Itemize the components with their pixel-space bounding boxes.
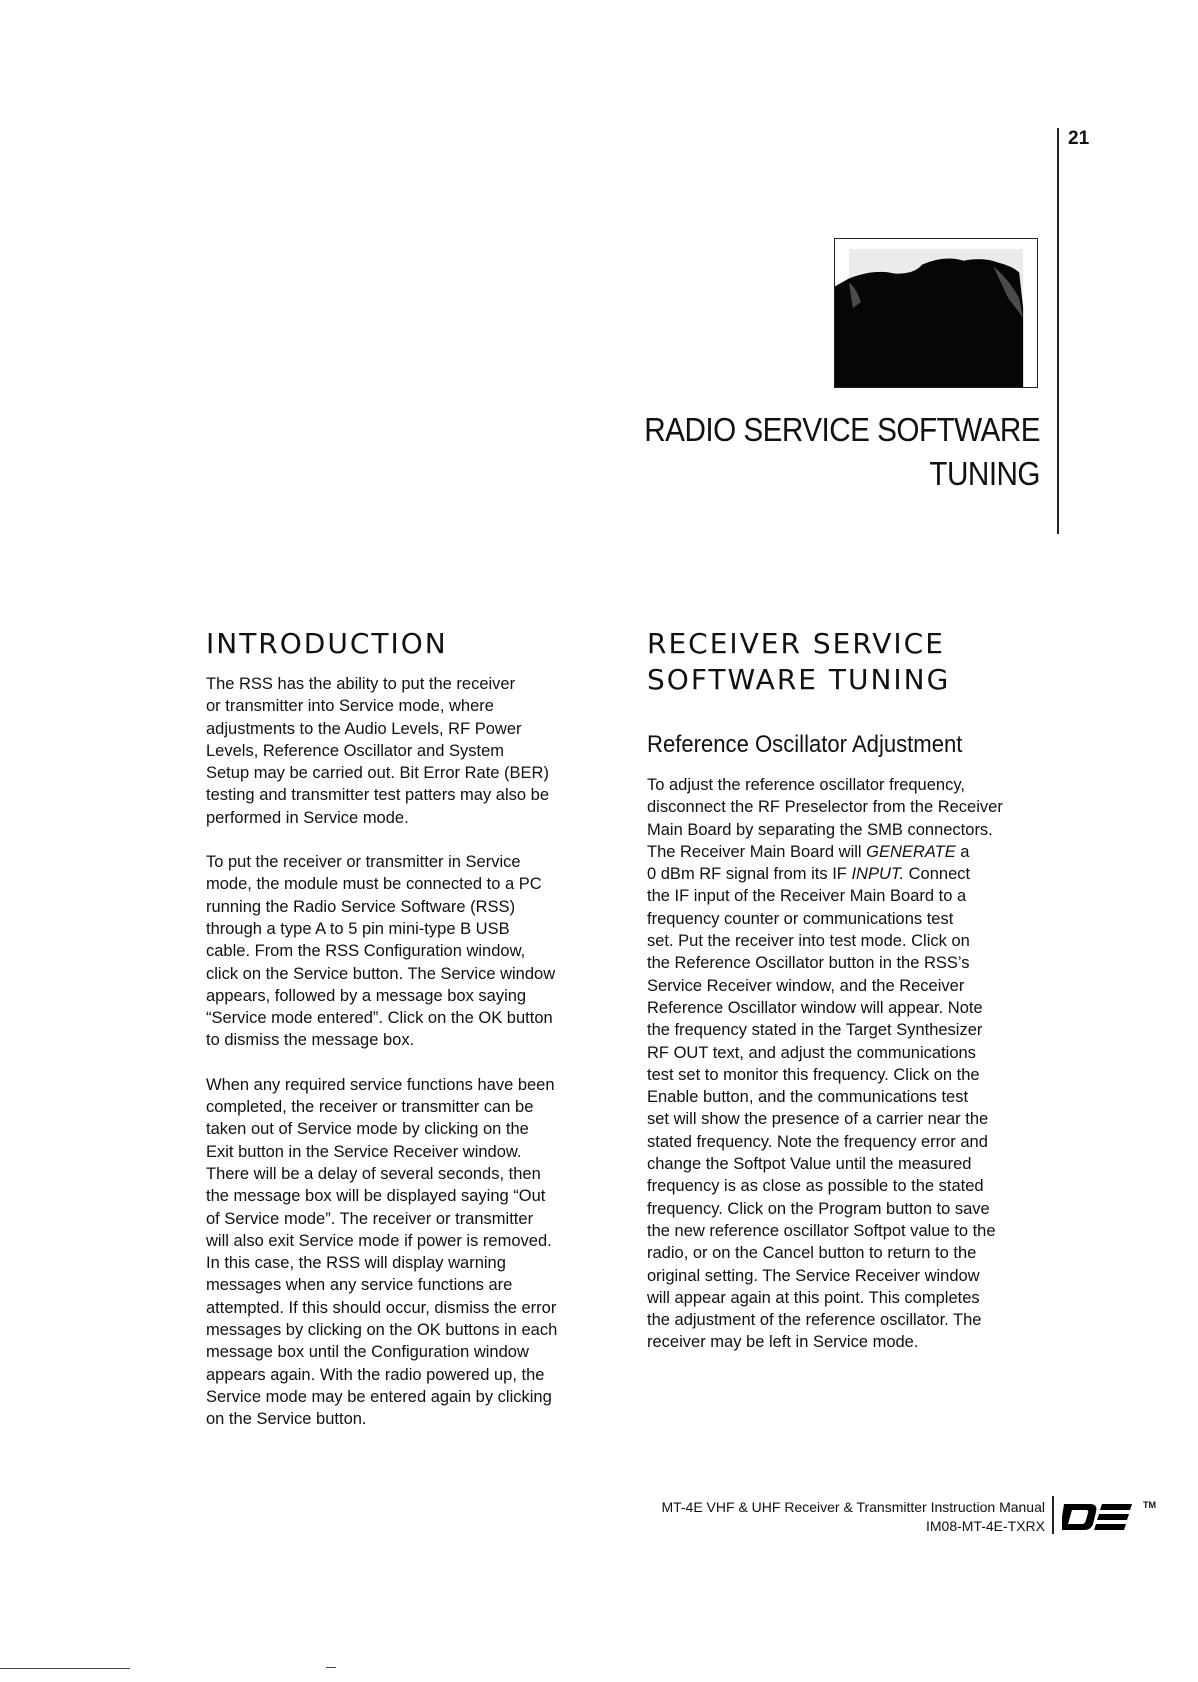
text-line: stated frequency. Note the frequency error and xyxy=(647,1132,988,1151)
text-line: set. Put the receiver into test mode. Click on xyxy=(647,932,970,951)
text-line: testing and transmitter test patters may also be xyxy=(206,786,549,805)
text-line: taken out of Service mode by clicking on the xyxy=(206,1120,529,1139)
text-line: cable. From the RSS Configuration window, xyxy=(206,942,526,961)
text-line: There will be a delay of several seconds, then xyxy=(206,1164,541,1183)
text-line: the frequency stated in the Target Synthesizer xyxy=(647,1021,983,1040)
text-line: message box until the Configuration window xyxy=(206,1343,529,1362)
text-line: “Service mode entered”. Click on the OK button xyxy=(206,1009,553,1028)
text-line: Service Receiver window, and the Receiver xyxy=(647,976,965,995)
text-line: In this case, the RSS will display warning xyxy=(206,1254,506,1273)
text-line: the new reference oscillator Softpot value to the xyxy=(647,1221,996,1240)
text-line: Levels, Reference Oscillator and System xyxy=(206,741,505,760)
text-line: test set to monitor this frequency. Click on the xyxy=(647,1065,980,1084)
text-line: mode, the module must be connected to a PC xyxy=(206,875,542,894)
text-line: Enable button, and the communications test xyxy=(647,1088,969,1107)
text-line: the IF input of the Receiver Main Board to a xyxy=(647,887,967,906)
introduction-body xyxy=(206,673,557,1453)
text-line: The RSS has the ability to put the receiver xyxy=(206,675,516,693)
chapter-image xyxy=(834,238,1038,388)
text-line: Main Board by separating the SMB connectors. xyxy=(647,820,993,839)
chapter-title xyxy=(626,408,1040,496)
text-line: messages when any service functions are xyxy=(206,1276,513,1295)
dq-logo-icon xyxy=(1062,1500,1142,1532)
text-line: to dismiss the message box. xyxy=(206,1031,415,1050)
page-number: 21 xyxy=(1068,128,1090,149)
text-line: original setting. The Service Receiver window xyxy=(647,1266,980,1285)
text-line: change the Softpot Value until the measured xyxy=(647,1155,972,1174)
text-line: completed, the receiver or transmitter can be xyxy=(206,1098,534,1117)
footer-text xyxy=(661,1498,1045,1536)
trademark-mark: TM xyxy=(1143,1500,1156,1510)
receiver-section-body xyxy=(647,774,1003,1376)
scan-artifact xyxy=(326,1667,336,1668)
text-line: through a type A to 5 pin mini-type B USB xyxy=(206,919,510,938)
text-line: appears again. With the radio powered up, the xyxy=(206,1365,545,1384)
text-line: When any required service functions have been xyxy=(206,1075,555,1094)
paragraph xyxy=(206,851,557,1052)
chapter-title-line: TUNING xyxy=(929,455,1040,492)
text-line: will also exit Service mode if power is removed. xyxy=(206,1231,552,1250)
text-line: or transmitter into Service mode, where xyxy=(206,697,494,716)
text-line: frequency. Click on the Program button to save xyxy=(647,1199,990,1218)
text-line: To adjust the reference oscillator frequency, xyxy=(647,776,965,794)
text-line: frequency counter or communications test xyxy=(647,909,954,928)
text-line: receiver may be left in Service mode. xyxy=(647,1333,919,1352)
text-line: will appear again at this point. This completes xyxy=(647,1288,980,1307)
text-line: disconnect the RF Preselector from the Receiver xyxy=(647,798,1003,817)
paragraph xyxy=(206,673,557,829)
text-line: running the Radio Service Software (RSS) xyxy=(206,897,516,916)
reference-oscillator-subheading: Reference Oscillator Adjustment xyxy=(647,731,963,758)
receiver-section-heading xyxy=(647,626,950,698)
text-line: radio, or on the Cancel button to return to the xyxy=(647,1244,977,1263)
heading-line: RECEIVER SERVICE xyxy=(647,627,945,660)
text-line: The Receiver Main Board will GENERATE a xyxy=(647,842,970,861)
footer-divider xyxy=(1052,1496,1054,1534)
text-line: set will show the presence of a carrier near the xyxy=(647,1110,989,1129)
text-line: the message box will be displayed saying “Out xyxy=(206,1187,546,1206)
introduction-heading: INTRODUCTION xyxy=(206,627,448,660)
paragraph xyxy=(206,1074,557,1431)
text-line: attempted. If this should occur, dismiss the error xyxy=(206,1298,557,1317)
text-line: 0 dBm RF signal from its IF INPUT. Connect xyxy=(647,865,971,884)
manual-code: IM08-MT-4E-TXRX xyxy=(925,1518,1045,1534)
text-line: messages by clicking on the OK buttons in each xyxy=(206,1321,558,1340)
text-line: click on the Service button. The Service window xyxy=(206,964,556,983)
scan-artifact xyxy=(0,1668,130,1669)
text-line: Setup may be carried out. Bit Error Rate (BER) xyxy=(206,764,549,783)
text-line: of Service mode”. The receiver or transmitter xyxy=(206,1209,534,1228)
manual-title: MT-4E VHF & UHF Receiver & Transmitter Instruction Manual xyxy=(661,1499,1045,1515)
text-line: appears, followed by a message box saying xyxy=(206,986,527,1005)
chapter-photo xyxy=(835,239,1037,387)
chapter-title-line: RADIO SERVICE SOFTWARE xyxy=(644,411,1040,448)
text-line: the Reference Oscillator button in the RSS’s xyxy=(647,954,970,973)
paragraph xyxy=(647,774,1003,1354)
text-line: performed in Service mode. xyxy=(206,808,409,827)
chapter-divider xyxy=(1057,128,1059,534)
text-line: To put the receiver or transmitter in Service xyxy=(206,853,521,872)
text-line: Service mode may be entered again by clicking xyxy=(206,1387,552,1406)
heading-line: SOFTWARE TUNING xyxy=(647,663,951,696)
text-line: the adjustment of the reference oscillator. The xyxy=(647,1311,982,1330)
text-line: Reference Oscillator window will appear. Note xyxy=(647,998,983,1017)
text-line: frequency is as close as possible to the stated xyxy=(647,1177,984,1196)
text-line: Exit button in the Service Receiver window. xyxy=(206,1142,522,1161)
text-line: RF OUT text, and adjust the communications xyxy=(647,1043,976,1062)
text-line: on the Service button. xyxy=(206,1410,367,1429)
text-line: adjustments to the Audio Levels, RF Power xyxy=(206,719,522,738)
